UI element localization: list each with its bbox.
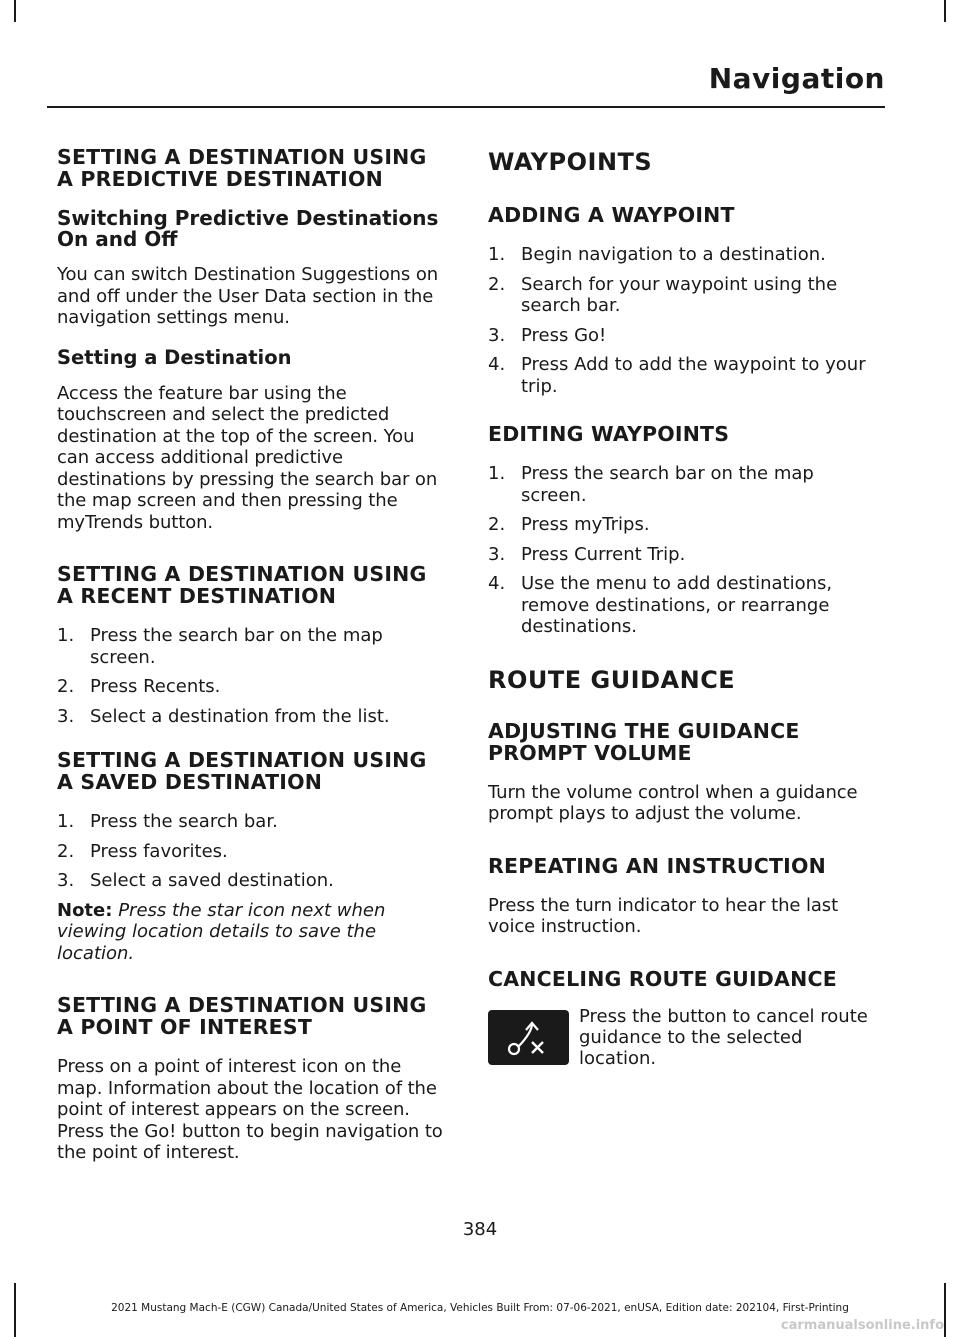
paragraph-switching: You can switch Destination Suggestions on and off under the User Data section in the navigation settings menu. [57, 264, 439, 328]
list-item: 1. Press the search bar. [57, 811, 278, 832]
crop-mark-top-right [944, 0, 946, 22]
subheading-switching-predictive: Switching Predictive Destinations On and Off [57, 206, 439, 251]
cancel-route-icon [488, 1010, 569, 1065]
adding-waypoint-steps [488, 244, 883, 397]
section-heading-repeating: REPEATING AN INSTRUCTION [488, 853, 826, 878]
subheading-setting-destination: Setting a Destination [57, 345, 292, 369]
list-item: 4. Press Add to add the waypoint to your trip. [488, 354, 866, 397]
list-item: 2. Press Recents. [57, 676, 221, 697]
list-item: 2. Search for your waypoint using the search bar. [488, 273, 838, 316]
paragraph-setting-destination: Access the feature bar using the touchscreen and select the predicted destination at the top of the screen. You can access additional predictive destinations by pressing the search bar on the map screen and then pressing the myTrends button. [57, 382, 438, 533]
note-label: Note: [57, 899, 113, 921]
cancel-guidance-row [488, 1006, 883, 1069]
section-heading-saved: SETTING A DESTINATION USING A SAVED DESTINATION [57, 748, 427, 794]
saved-steps-list [57, 811, 449, 892]
list-item: 2. Press favorites. [57, 840, 228, 862]
note-text: Press the star icon next when viewing location details to save the location. [57, 899, 386, 964]
section-heading-predictive: SETTING A DESTINATION USING A PREDICTIVE DESTINATION [57, 145, 427, 191]
right-column [488, 146, 883, 1069]
list-item: 3. Select a destination from the list. [57, 705, 390, 727]
watermark: carmanualsonline.info [780, 1318, 944, 1333]
list-item: 3. Select a saved destination. [57, 870, 334, 891]
page-number: 384 [462, 1219, 498, 1240]
chapter-heading-route-guidance: ROUTE GUIDANCE [488, 665, 736, 694]
section-heading-canceling: CANCELING ROUTE GUIDANCE [488, 966, 837, 991]
header-divider [47, 106, 885, 108]
list-item: 1. Press the search bar on the map screen. [57, 625, 383, 668]
recent-steps-list [57, 625, 449, 727]
chapter-heading-waypoints: WAYPOINTS [488, 148, 653, 176]
section-heading-adding-waypoint: ADDING A WAYPOINT [488, 203, 735, 227]
list-item: 1. Begin navigation to a destination. [488, 244, 826, 265]
list-item: 4. Use the menu to add destinations, remove destinations, or rearrange destinations. [488, 573, 833, 637]
paragraph-repeating: Press the turn indicator to hear the last voice instruction. [488, 894, 839, 937]
paragraph-cancel-guidance: Press the button to cancel route guidance to the selected location. [579, 1005, 868, 1069]
paragraph-guidance-volume: Turn the volume control when a guidance prompt plays to adjust the volume. [488, 781, 858, 824]
paragraph-poi: Press on a point of interest icon on the map. Information about the location of the point of interest appears on the screen. Press the Go! button to begin navigation to the point of interest. [57, 1056, 443, 1163]
section-heading-editing-waypoints: EDITING WAYPOINTS [488, 422, 730, 446]
footer-edition-info: 2021 Mustang Mach-E (CGW) Canada/United States of America, Vehicles Built From: 07-06-2021, enUSA, Edition date: 202104, First-Printing [111, 1302, 849, 1314]
list-item: 1. Press the search bar on the map screen. [488, 463, 814, 506]
crop-mark-top-left [14, 0, 16, 22]
note [57, 900, 449, 965]
left-column [57, 146, 449, 1182]
section-heading-guidance-volume: ADJUSTING THE GUIDANCE PROMPT VOLUME [488, 718, 800, 765]
list-item: 3. Press Go! [488, 324, 607, 346]
list-item: 2. Press myTrips. [488, 514, 650, 535]
editing-waypoints-steps [488, 463, 883, 638]
list-item: 3. Press Current Trip. [488, 543, 686, 565]
section-heading-poi: SETTING A DESTINATION USING A POINT OF INTEREST [57, 993, 427, 1039]
page-title: Navigation [708, 62, 885, 95]
section-heading-recent: SETTING A DESTINATION USING A RECENT DESTINATION [57, 562, 427, 608]
